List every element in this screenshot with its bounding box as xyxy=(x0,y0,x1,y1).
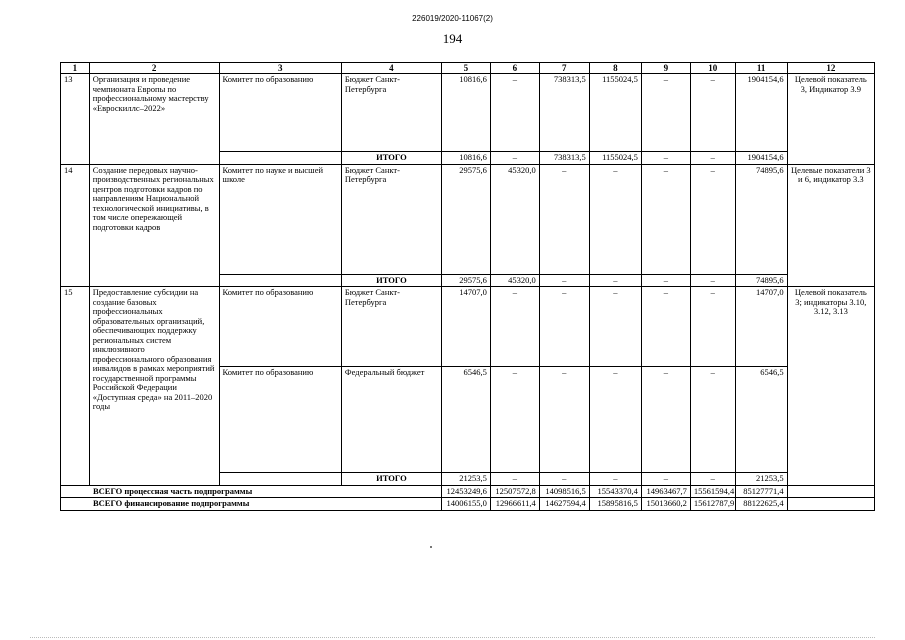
total-label: ИТОГО xyxy=(341,473,441,486)
total-value-cell: – xyxy=(490,152,539,165)
value-cell: – xyxy=(641,287,690,367)
summary-value-cell: 15561594,4 xyxy=(690,485,735,498)
summary-value-cell: 14627594,4 xyxy=(539,498,589,511)
total-value-cell: 1904154,6 xyxy=(735,152,787,165)
value-cell: – xyxy=(490,74,539,152)
value-cell: 6546,5 xyxy=(735,367,787,473)
total-value-cell: – xyxy=(641,152,690,165)
value-cell: – xyxy=(539,287,589,367)
value-cell: – xyxy=(690,367,735,473)
value-cell: 74895,6 xyxy=(735,164,787,274)
indicator-cell: Целевые показатели 3 и 6, индикатор 3.3 xyxy=(787,164,874,287)
scan-edge xyxy=(30,633,875,638)
summary-value-cell: 14006155,0 xyxy=(441,498,490,511)
page-number: 194 xyxy=(442,31,463,46)
value-cell: 6546,5 xyxy=(441,367,490,473)
document-id: 226019/2020-11067(2) xyxy=(412,14,493,23)
summary-value-cell: 12966611,4 xyxy=(490,498,539,511)
row-number: 14 xyxy=(61,164,90,287)
col-header: 2 xyxy=(89,63,219,74)
total-value-cell: – xyxy=(690,152,735,165)
funding-source-cell: Бюджет Санкт-Петербурга xyxy=(341,164,441,274)
value-cell: 1155024,5 xyxy=(589,74,641,152)
total-value-cell: 738313,5 xyxy=(539,152,589,165)
value-cell: – xyxy=(589,367,641,473)
header-row xyxy=(61,63,875,74)
value-cell: – xyxy=(641,164,690,274)
value-cell: – xyxy=(641,367,690,473)
total-value-cell: – xyxy=(690,473,735,486)
total-executor-cell xyxy=(219,473,341,486)
scan-speck xyxy=(430,546,432,548)
col-header: 11 xyxy=(735,63,787,74)
indicator-cell: Целевой показатель 3; индикаторы 3.10, 3.12, 3.13 xyxy=(787,287,874,486)
value-cell: – xyxy=(539,164,589,274)
value-cell: – xyxy=(690,164,735,274)
summary-value-cell: 15895816,5 xyxy=(589,498,641,511)
funding-source-cell: Бюджет Санкт-Петербурга xyxy=(341,287,441,367)
summary-value-cell: 14963467,7 xyxy=(641,485,690,498)
total-value-cell: 74895,6 xyxy=(735,274,787,287)
executor-cell: Комитет по науке и высшей школе xyxy=(219,164,341,274)
total-value-cell: 29575,6 xyxy=(441,274,490,287)
row-number: 15 xyxy=(61,287,90,486)
measure-title: Организация и проведение чемпионата Европы по профессиональному мастерству «Евроскиллс–2022» xyxy=(89,74,219,165)
summary-row xyxy=(61,498,875,511)
total-value-cell: 21253,5 xyxy=(441,473,490,486)
executor-cell: Комитет по образованию xyxy=(219,74,341,152)
col-header: 1 xyxy=(61,63,90,74)
summary-value-cell: 88122625,4 xyxy=(735,498,787,511)
value-cell: – xyxy=(690,287,735,367)
col-header: 5 xyxy=(441,63,490,74)
value-cell: – xyxy=(589,164,641,274)
total-value-cell: – xyxy=(589,274,641,287)
summary-row xyxy=(61,485,875,498)
total-label: ИТОГО xyxy=(341,152,441,165)
value-cell: 14707,0 xyxy=(441,287,490,367)
summary-value-cell: 12507572,8 xyxy=(490,485,539,498)
budget-table xyxy=(60,62,875,511)
value-cell: – xyxy=(539,367,589,473)
total-executor-cell xyxy=(219,152,341,165)
value-cell: – xyxy=(490,367,539,473)
total-value-cell: 1155024,5 xyxy=(589,152,641,165)
total-value-cell: – xyxy=(490,473,539,486)
total-value-cell: – xyxy=(641,473,690,486)
measure-title: Создание передовых научно-производственных региональных центров подготовки кадров по направлениям Национальной технологической инициативы, в том числе опережающей подготовки кадров xyxy=(89,164,219,287)
total-value-cell: – xyxy=(589,473,641,486)
measure-title: Предоставление субсидии на создание базовых профессиональных образовательных организаций, обеспечивающих поддержку региональных систем инклюзивного профессионального образования инвалидов в рамках мероприятий государственной программы Российской Федерации «Доступная среда» на 2011–2020 годы xyxy=(89,287,219,486)
total-executor-cell xyxy=(219,274,341,287)
value-cell: – xyxy=(641,74,690,152)
value-cell: – xyxy=(690,74,735,152)
col-header: 6 xyxy=(490,63,539,74)
executor-cell: Комитет по образованию xyxy=(219,287,341,367)
value-cell: – xyxy=(589,287,641,367)
total-label: ИТОГО xyxy=(341,274,441,287)
col-header: 10 xyxy=(690,63,735,74)
summary-value-cell: 15612787,9 xyxy=(690,498,735,511)
total-value-cell: – xyxy=(539,473,589,486)
total-value-cell: – xyxy=(641,274,690,287)
summary-value-cell: 15013660,2 xyxy=(641,498,690,511)
total-value-cell: 21253,5 xyxy=(735,473,787,486)
table-row xyxy=(61,164,875,274)
summary-empty-cell xyxy=(787,485,874,498)
funding-source-cell: Бюджет Санкт-Петербурга xyxy=(341,74,441,152)
total-value-cell: – xyxy=(539,274,589,287)
table-row xyxy=(61,74,875,152)
summary-value-cell: 14098516,5 xyxy=(539,485,589,498)
col-header: 7 xyxy=(539,63,589,74)
total-value-cell: 45320,0 xyxy=(490,274,539,287)
funding-source-cell: Федеральный бюджет xyxy=(341,367,441,473)
value-cell: 14707,0 xyxy=(735,287,787,367)
summary-value-cell: 12453249,6 xyxy=(441,485,490,498)
value-cell: 45320,0 xyxy=(490,164,539,274)
summary-value-cell: 85127771,4 xyxy=(735,485,787,498)
col-header: 12 xyxy=(787,63,874,74)
value-cell: – xyxy=(490,287,539,367)
col-header: 4 xyxy=(341,63,441,74)
col-header: 8 xyxy=(589,63,641,74)
summary-label: ВСЕГО финансирование подпрограммы xyxy=(61,498,442,511)
total-value-cell: 10816,6 xyxy=(441,152,490,165)
summary-value-cell: 15543370,4 xyxy=(589,485,641,498)
col-header: 3 xyxy=(219,63,341,74)
summary-label: ВСЕГО процессная часть подпрограммы xyxy=(61,485,442,498)
table-row xyxy=(61,287,875,367)
total-value-cell: – xyxy=(690,274,735,287)
col-header: 9 xyxy=(641,63,690,74)
summary-empty-cell xyxy=(787,498,874,511)
value-cell: 10816,6 xyxy=(441,74,490,152)
indicator-cell: Целевой показатель 3, Индикатор 3.9 xyxy=(787,74,874,165)
value-cell: 738313,5 xyxy=(539,74,589,152)
value-cell: 1904154,6 xyxy=(735,74,787,152)
executor-cell: Комитет по образованию xyxy=(219,367,341,473)
value-cell: 29575,6 xyxy=(441,164,490,274)
row-number: 13 xyxy=(61,74,90,165)
